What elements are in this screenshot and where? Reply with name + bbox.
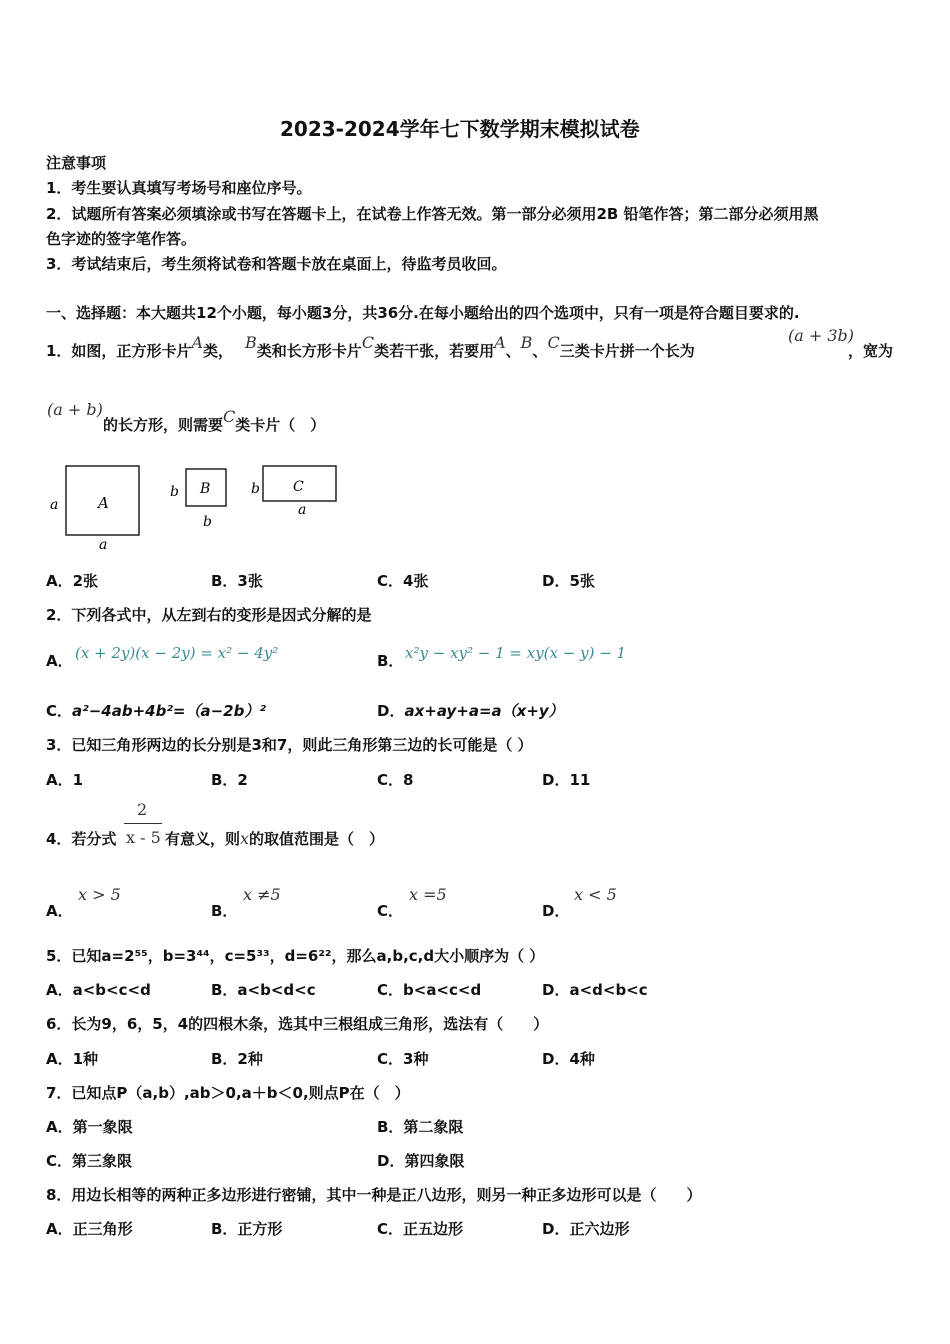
notice-item: 1．考生要认真填写考场号和座位序号。 [46,179,312,197]
q1-label-c: C [547,333,560,352]
q1-label-b: B [245,333,257,352]
q1-card-figure [44,458,354,556]
q1-text: 类， [203,342,234,360]
q2-option-d-expr: ax+ay+a=a（x+y） [404,702,564,720]
q2-option-a-expr: (x + 2y)(x − 2y) = x² − 4y² [75,644,279,662]
q6-option-c[interactable]: C．3种 [377,1050,429,1068]
question-7-stem: 7．已知点P（a,b）,ab＞0,a＋b＜0,则点P在（ ） [46,1084,410,1102]
q2-option-b-label[interactable]: B． [377,652,404,670]
question-8-stem: 8．用边长相等的两种正多边形进行密铺，其中一种是正八边形，则另一种正多边形可以是（ ） [46,1186,702,1204]
q2-option-a-label[interactable]: A． [46,652,73,670]
card-b-bottom: b [203,514,212,530]
q4-option-d-label[interactable]: D． [542,902,570,920]
q5-option-a[interactable]: A．a<b<c<d [46,981,151,999]
section-heading: 一、选择题：本大题共12个小题，每小题3分，共36分.在每小题给出的四个选项中，只有一项是符合题目要求的. [46,304,800,322]
q2-option-c[interactable] [46,700,266,721]
q2-option-c-expr: a²−4ab+4b²=（a−2b）² [72,702,266,720]
q3-option-c[interactable]: C．8 [377,771,414,789]
question-6-stem: 6．长为9，6，5，4的四根木条，选其中三根组成三角形，选法有（ ） [46,1015,549,1033]
card-a-label: A [98,494,109,512]
q7-option-b[interactable]: B．第二象限 [377,1118,464,1136]
q1-text: 类若干张，若要用 [374,342,495,360]
q2-option-d-label: D． [377,702,405,720]
q7-option-c[interactable]: C．第三象限 [46,1152,133,1170]
q6-option-a[interactable]: A．1种 [46,1050,99,1068]
question-3-stem: 3．已知三角形两边的长分别是3和7，则此三角形第三边的长可能是（ ） [46,736,533,754]
q4-text: 有意义，则 [165,830,241,848]
q1-length-expr: (a + 3b) [788,326,855,345]
q1-stem-2 [103,407,326,435]
notice-item: 色字迹的签字笔作答。 [46,230,197,248]
question-1-stem [46,333,695,361]
notice-heading: 注意事项 [46,154,107,172]
q7-option-a[interactable]: A．第一象限 [46,1118,133,1136]
q1-label-c: C [361,333,375,352]
q1-width-expr: (a + b) [47,400,103,419]
card-a-bottom: a [99,537,108,553]
q3-option-b[interactable]: B．2 [211,771,248,789]
q1-text: 类和长方形卡片 [256,342,362,360]
q5-option-c[interactable]: C．b<a<c<d [377,981,482,999]
question-2-stem: 2．下列各式中，从左到右的变形是因式分解的是 [46,606,372,624]
q2-option-c-label: C． [46,702,73,720]
q1-option-d[interactable]: D．5张 [542,572,595,590]
q4-stem-rest [165,828,384,849]
q2-option-b-expr: x²y − xy² − 1 = xy(x − y) − 1 [405,644,627,662]
q8-option-b[interactable]: B．正方形 [211,1220,283,1238]
q8-option-c[interactable]: C．正五边形 [377,1220,464,1238]
q4-text: 4．若分式 [46,830,117,848]
q4-fraction-denominator: x - 5 [126,828,161,847]
card-c-label: C [293,479,304,495]
card-b-label: B [200,481,211,497]
q4-option-a-label[interactable]: A． [46,902,73,920]
q4-fraction-numerator: 2 [137,800,148,819]
q7-option-d[interactable]: D．第四象限 [377,1152,465,1170]
q4-option-b-expr: x ≠5 [243,885,281,904]
card-b-side: b [170,484,179,500]
q4-option-c-label[interactable]: C． [377,902,404,920]
q1-option-c[interactable]: C．4张 [377,572,429,590]
notice-item: 2．试题所有答案必须填涂或书写在答题卡上，在试卷上作答无效。第一部分必须用2B 铅笔作答；第二部分必须用黑 [46,205,819,223]
question-5-stem: 5．已知a=2⁵⁵，b=3⁴⁴，c=5³³，d=6²²，那么a,b,c,d大小顺序为（ ） [46,947,545,965]
q1-label-c: C [223,407,236,426]
card-c-side: b [251,481,260,497]
q1-text: 、 [532,342,548,360]
q4-variable: x [240,829,250,848]
q1-option-b[interactable]: B．3张 [211,572,263,590]
q1-text: 、 [505,342,521,360]
q1-label-a: A [191,333,204,352]
q4-option-a-expr: x > 5 [78,885,121,904]
q4-text: 的取值范围是（ ） [249,830,385,848]
q8-option-d[interactable]: D．正六边形 [542,1220,630,1238]
q4-option-b-label[interactable]: B． [211,902,238,920]
q4-fraction-bar [124,823,162,824]
q1-text: 的长方形，则需要 [103,416,224,434]
q5-option-d[interactable]: D．a<d<b<c [542,981,648,999]
page-title: 2023-2024学年七下数学期末模拟试卷 [280,117,640,141]
q3-option-d[interactable]: D．11 [542,771,591,789]
q6-option-b[interactable]: B．2种 [211,1050,263,1068]
q6-option-d[interactable]: D．4种 [542,1050,595,1068]
card-c-bottom: a [298,502,307,518]
q4-option-c-expr: x =5 [409,885,447,904]
q1-label-b: B [520,333,533,352]
q1-text: 类卡片（ ） [235,416,326,434]
card-a-side: a [50,497,59,513]
q1-option-a[interactable]: A．2张 [46,572,99,590]
q8-option-a[interactable]: A．正三角形 [46,1220,133,1238]
q1-text: 1．如图，正方形卡片 [46,342,192,360]
q2-option-d[interactable] [377,700,564,721]
q5-option-b[interactable]: B．a<b<d<c [211,981,316,999]
q1-text: 三类卡片拼一个长为 [559,342,695,360]
q1-text: ，宽为 [848,342,894,360]
q1-label-a: A [494,333,506,352]
q3-option-a[interactable]: A．1 [46,771,84,789]
notice-item: 3．考试结束后，考生须将试卷和答题卡放在桌面上，待监考员收回。 [46,255,507,273]
q4-option-d-expr: x < 5 [574,885,617,904]
